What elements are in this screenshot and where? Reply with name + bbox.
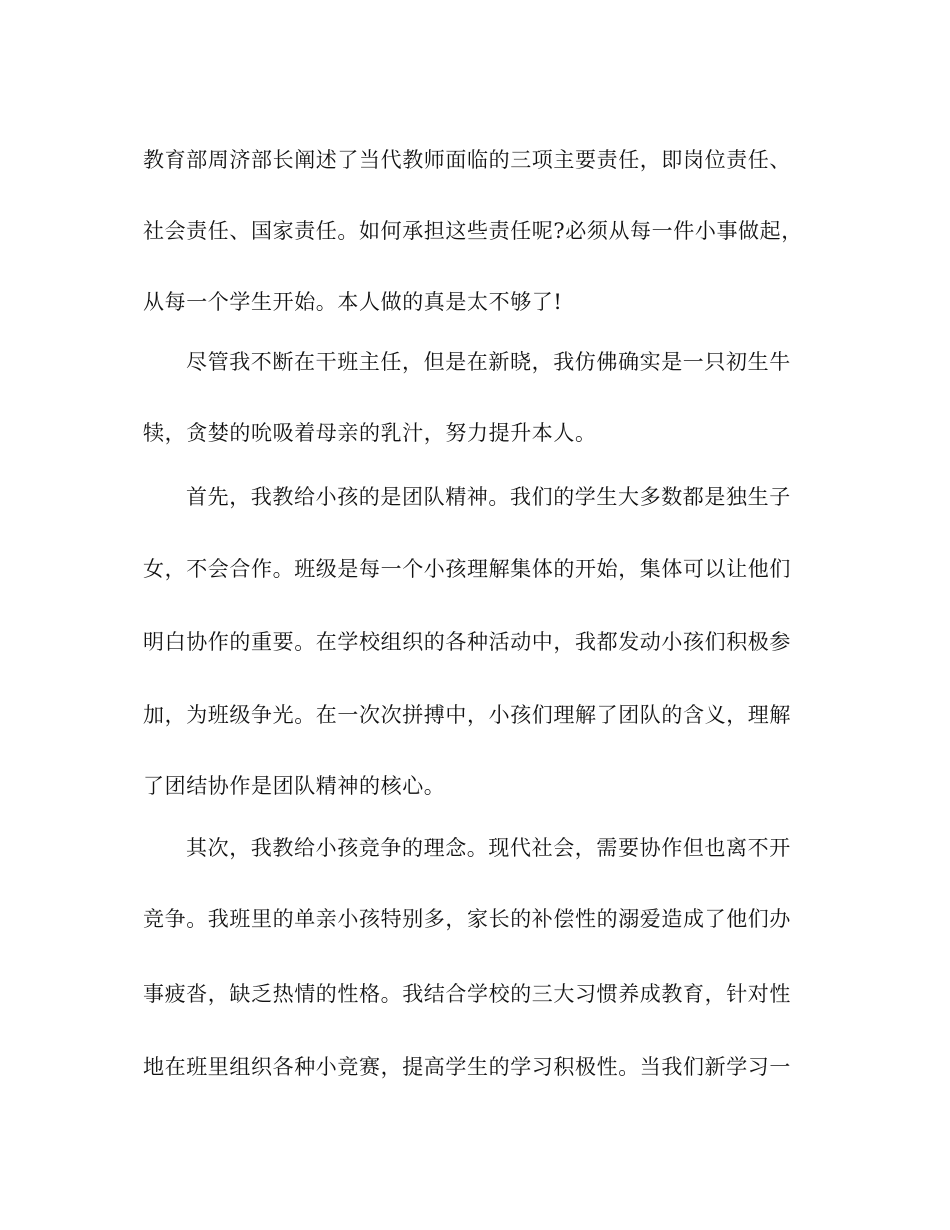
text-line-9: 加，为班级争光。在一次次拼搏中，小孩们理解了团队的含义，理解 [143, 703, 791, 727]
text-line-14: 地在班里组织各种小竞赛，提高学生的学习积极性。当我们新学习一 [143, 1055, 791, 1079]
text-line-3: 从每一个学生开始。本人做的真是太不够了! [143, 290, 563, 314]
text-line-13: 事疲沓，缺乏热情的性格。我结合学校的三大习惯养成教育，针对性 [143, 982, 791, 1006]
text-line-5: 犊，贪婪的吮吸着母亲的乳汁，努力提升本人。 [143, 421, 597, 445]
text-line-10: 了团结协作是团队精神的核心。 [143, 774, 446, 798]
text-line-6: 首先，我教给小孩的是团队精神。我们的学生大多数都是独生子 [186, 485, 791, 509]
text-line-1: 教育部周济部长阐述了当代教师面临的三项主要责任，即岗位责任、 [143, 148, 791, 172]
text-line-12: 竞争。我班里的单亲小孩特别多，家长的补偿性的溺爱造成了他们办 [143, 907, 791, 931]
text-line-2: 社会责任、国家责任。如何承担这些责任呢?必须从每一件小事做起， [143, 219, 803, 243]
text-line-4: 尽管我不断在干班主任，但是在新晓，我仿佛确实是一只初生牛 [186, 350, 791, 374]
text-line-7: 女，不会合作。班级是每一个小孩理解集体的开始，集体可以让他们 [143, 557, 791, 581]
text-line-11: 其次，我教给小孩竞争的理念。现代社会，需要协作但也离不开 [186, 836, 791, 860]
text-line-8: 明白协作的重要。在学校组织的各种活动中，我都发动小孩们积极参 [143, 630, 791, 654]
